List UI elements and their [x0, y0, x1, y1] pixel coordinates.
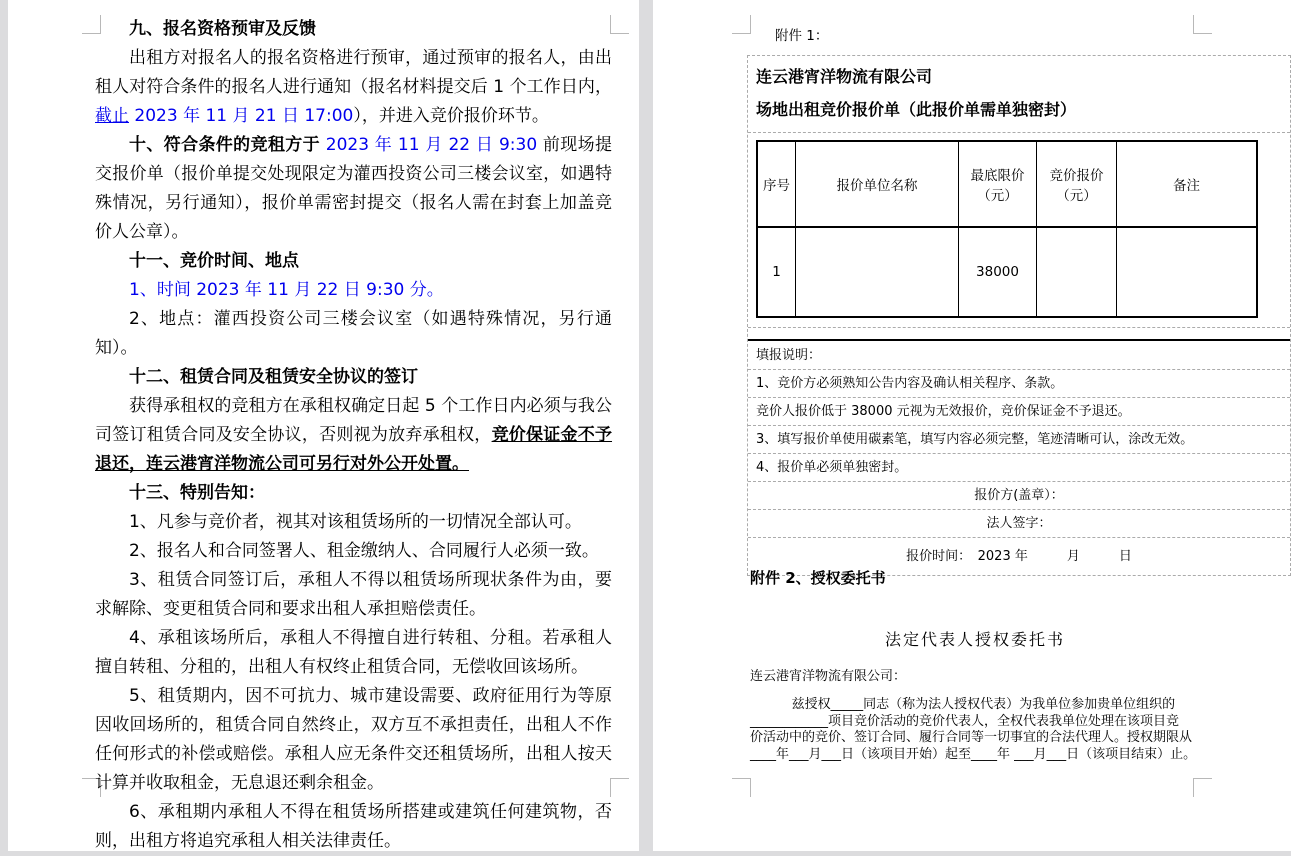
cell-bid-price[interactable] — [1037, 227, 1117, 317]
deadline-date-text: 2023 年 11 月 21 日 17:00 — [129, 106, 354, 126]
poa-paragraph — [750, 697, 1196, 763]
text-segment: 出租方对报名人的报名资格进行预审，通过预审的报名人，由出租人对符合条件的报名人进行通知（报名材料提交后 1 个工作日内， — [95, 48, 612, 97]
section-9-paragraph — [95, 44, 612, 131]
poa-title: 法定代表人授权委托书 — [884, 630, 1065, 649]
document-page-1[interactable] — [8, 0, 639, 851]
section-13-item: 5、租赁期内，因不可抗力、城市建设需要、政府征用行为等原因收回场所的，租赁合同自然终止，双方互不承担责任，出租人不作任何形式的补偿或赔偿。承租人应无条件交还租赁场所，出租人按天计算并收取租金，无息退还剩余租金。 — [95, 686, 612, 793]
header-note: 备注 — [1117, 141, 1258, 227]
section-10-paragraph — [95, 131, 612, 247]
notes-title: 填报说明： — [748, 339, 1290, 370]
margin-corner-mark — [732, 15, 751, 34]
bid-date-text: 2023 年 11 月 22 日 9:30 — [320, 135, 543, 155]
note-item: 1、竞价方必须熟知公告内容及确认相关程序、条款。 — [748, 370, 1290, 398]
attachment-1-label: 附件 1： — [775, 28, 829, 44]
document-page-2[interactable] — [653, 0, 1291, 851]
cell-serial-no: 1 — [757, 227, 796, 317]
section-11-heading: 十一、竞价时间、地点 — [129, 251, 299, 271]
poa-line: ____________项目竞价活动的竞价代表人，全权代表我单位处理在该项目竞 — [750, 713, 1180, 729]
quote-form-title-row — [748, 56, 1290, 133]
section-13-item: 4、承租该场所后，承租人不得擅自进行转租、分租。若承租人擅自转租、分租的，出租人有权终止租赁合同，无偿收回该场所。 — [95, 628, 612, 677]
section-13-heading: 十三、特别告知： — [129, 483, 265, 503]
cell-note[interactable] — [1117, 227, 1258, 317]
section-11-item-place: 2、地点：灌西投资公司三楼会议室（如遇特殊情况，另行通知）。 — [95, 309, 612, 358]
deposit-warning-text: 竞价保证金不予退还，连云港宵洋物流公司可另行对外公开处置。 — [95, 425, 613, 474]
header-min-price: 最底限价（元） — [959, 141, 1037, 227]
note-item: 3、填写报价单使用碳素笔，填写内容必须完整，笔迹清晰可认，涂改无效。 — [748, 426, 1290, 454]
deadline-link-text: 截止 — [95, 106, 129, 126]
quote-form-title: 场地出租竞价报价单（此报价单需单独密封） — [756, 100, 1077, 119]
margin-corner-mark — [1193, 15, 1212, 34]
quote-table — [756, 140, 1258, 318]
text-segment: 获得承租权的竞租方在承租权确定日起 5 个工作日内必须与我公司签订租赁合同及安全协议，否则视为放弃承租权， — [95, 396, 612, 445]
margin-corner-mark — [732, 778, 751, 797]
section-12-paragraph — [95, 392, 612, 479]
section-13-item: 1、凡参与竞价者，视其对该租赁场所的一切情况全部认可。 — [129, 512, 582, 532]
header-bid-price: 竞价报价（元） — [1037, 141, 1117, 227]
quote-table-data-row — [757, 227, 1257, 317]
section-9-heading: 九、报名资格预审及反馈 — [129, 19, 316, 39]
margin-corner-mark — [610, 778, 629, 797]
note-item: 竞价人报价低于 38000 元视为无效报价，竞价保证金不予退还。 — [748, 398, 1290, 426]
attachment-2-label: 附件 2、授权委托书 — [750, 569, 886, 587]
section-13-item: 6、承租期内承租人不得在租赁场所搭建或建筑任何建筑物，否则，出租方将追究承租人相关法律责任。 — [95, 802, 612, 851]
cell-unit-name[interactable] — [796, 227, 959, 317]
poa-line: 兹授权_____同志（称为法人授权代表）为我单位参加贵单位组织的 — [791, 697, 1176, 712]
margin-corner-mark — [1193, 778, 1212, 797]
quote-table-header-row — [757, 141, 1257, 227]
section-11-item-time: 1、时间 2023 年 11 月 22 日 9:30 分。 — [129, 280, 444, 300]
quote-table-row — [748, 133, 1290, 328]
section-12-heading: 十二、租赁合同及租赁安全协议的签订 — [129, 367, 418, 387]
page1-text-body — [95, 15, 612, 856]
quote-form-block — [747, 55, 1291, 576]
poa-line: ____年___月___日（该项目开始）起至____年 ___月___日（该项目结束）止。 — [750, 746, 1197, 762]
section-10-heading-inline: 十、符合条件的竞租方于 — [129, 135, 320, 155]
header-unit-name: 报价单位名称 — [796, 141, 959, 227]
signature-legal-row: 法人签字： — [748, 510, 1290, 538]
poa-salutation: 连云港宵洋物流有限公司： — [750, 669, 907, 684]
text-segment: 前现场提交报价单（报价单提交处现限定为灌西投资公司三楼会议室，如遇特殊情况，另行通知），报价单需密封提交（报名人需在封套上加盖竞价人公章）。 — [95, 135, 613, 242]
cell-min-price: 38000 — [959, 227, 1037, 317]
quote-date-row: 报价时间： 2023 年 月 日 — [906, 549, 1132, 564]
section-13-item: 2、报名人和合同签署人、租金缴纳人、合同履行人必须一致。 — [129, 541, 599, 561]
text-segment: ），并进入竞价报价环节。 — [353, 106, 549, 126]
note-item: 4、报价单必须单独密封。 — [748, 454, 1290, 482]
header-serial-no: 序号 — [757, 141, 796, 227]
margin-corner-mark — [610, 15, 629, 34]
poa-line: 价活动中的竞价、签订合同、履行合同等一切事宜的合法代理人。授权期限从 — [750, 730, 1193, 745]
company-name: 连云港宵洋物流有限公司 — [756, 67, 933, 86]
section-13-item: 3、租赁合同签订后，承租人不得以租赁场所现状条件为由，要求解除、变更租赁合同和要求出租人承担赔偿责任。 — [95, 570, 612, 619]
signature-seal-row: 报价方(盖章）： — [748, 482, 1290, 510]
